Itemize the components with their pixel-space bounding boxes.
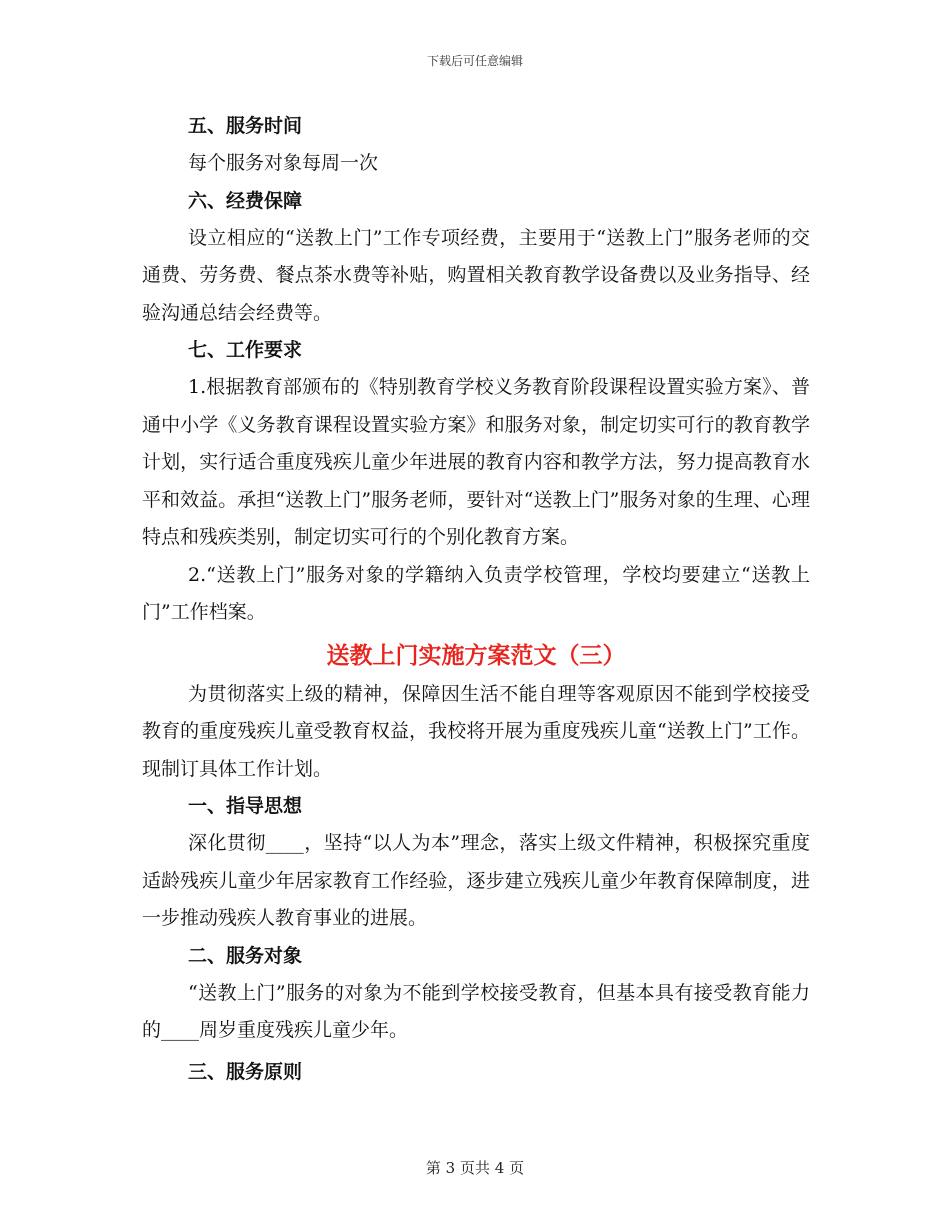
article-title: 送教上门实施方案范文（三） xyxy=(326,642,626,669)
heading-service-principle: 三、服务原则 xyxy=(188,1060,303,1083)
body-guiding-ideology: 深化贯彻____，坚持“以人为本”理念，落实上级文件精神，积极探究重度适龄残疾儿童少年居家教育工作经验，逐步建立残疾儿童少年教育保障制度，进一步推动残疾人教育事业的进展。 xyxy=(142,832,810,929)
requirement-item-2: 2.“送教上门”服务对象的学籍纳入负责学校管理，学校均要建立“送教上门”工作档案。 xyxy=(142,563,810,623)
body-service-target: “送教上门”服务的对象为不能到学校接受教育，但基本具有接受教育能力的____周岁重度残疾儿童少年。 xyxy=(142,981,810,1041)
section-heading-funding: 六、经费保障 xyxy=(188,189,303,212)
page-header: 下载后可任意编辑 xyxy=(426,54,523,68)
heading-service-target: 二、服务对象 xyxy=(188,944,303,967)
article-intro: 为贯彻落实上级的精神，保障因生活不能自理等客观原因不能到学校接受教育的重度残疾儿童受教育权益，我校将开展为重度残疾儿童“送教上门”工作。现制订具体工作计划。 xyxy=(142,682,810,780)
requirement-item-1: 1.根据教育部颁布的《特别教育学校义务教育阶段课程设置实验方案》、普通中小学《义务教育课程设置实验方案》和服务对象，制定切实可行的教育教学计划，实行适合重度残疾儿童少年进展的教育内容和教学方法，努力提高教育水平和效益。承担“送教上门”服务老师，要针对“送教上门”服务对象的生理、心理特点和残疾类别，制定切实可行的个别化教育方案。 xyxy=(142,376,810,548)
section-body-funding: 设立相应的“送教上门”工作专项经费，主要用于“送教上门”服务老师的交通费、劳务费、餐点茶水费等补贴，购置相关教育教学设备费以及业务指导、经验沟通总结会经费等。 xyxy=(142,226,810,324)
section-heading-service-time: 五、服务时间 xyxy=(188,115,303,137)
document-body xyxy=(142,108,810,1091)
section-heading-requirements: 七、工作要求 xyxy=(188,339,303,361)
section-body-service-time: 每个服务对象每周一次 xyxy=(188,152,379,174)
page-footer: 第 3 页共 4 页 xyxy=(425,1159,525,1177)
heading-guiding-ideology: 一、指导思想 xyxy=(188,795,303,817)
